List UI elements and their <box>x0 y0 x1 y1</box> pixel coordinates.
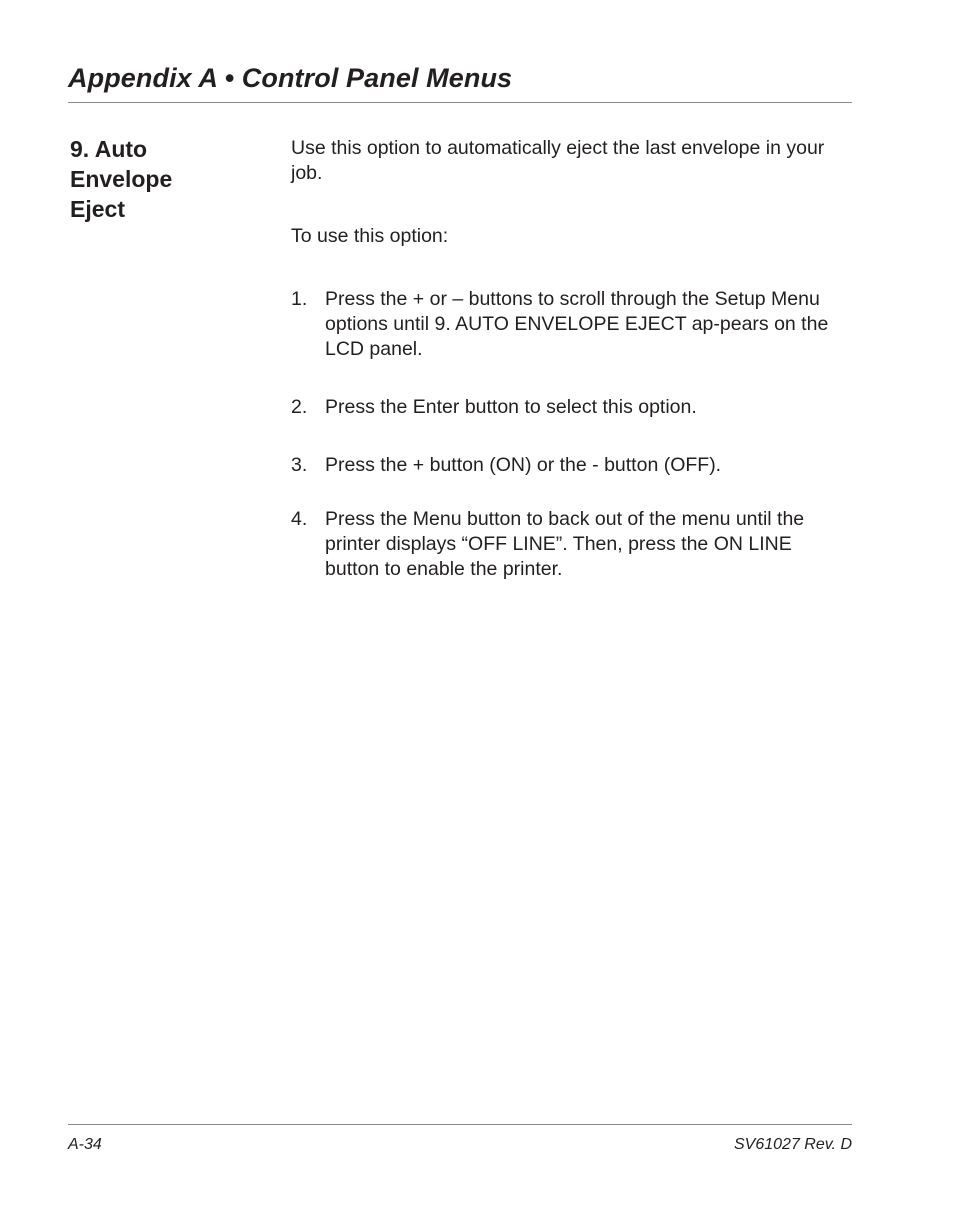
step-number: 2. <box>291 396 308 418</box>
document-id: SV61027 Rev. D <box>734 1136 852 1153</box>
step-number: 3. <box>291 454 308 476</box>
step-text: Press the + button (ON) or the - button (OFF). <box>325 454 722 476</box>
section-title-line: 9. Auto <box>70 136 148 162</box>
section-title-line: Eject <box>70 196 125 222</box>
section-title <box>70 134 270 224</box>
page-number: A-34 <box>68 1136 102 1153</box>
list-item <box>291 507 851 582</box>
steps-list <box>291 287 851 582</box>
section-title-line: Envelope <box>70 166 173 192</box>
page-header <box>68 58 852 98</box>
header-divider <box>68 102 852 103</box>
page-title: Appendix A • Control Panel Menus <box>68 63 513 93</box>
lead-paragraph: To use this option: <box>291 225 449 247</box>
step-number: 4. <box>291 508 308 530</box>
footer-divider <box>68 1124 852 1125</box>
step-number: 1. <box>291 288 308 310</box>
list-item <box>291 395 851 420</box>
intro-paragraph: Use this option to automatically eject the last envelope in your job. <box>291 137 825 184</box>
list-item <box>291 287 851 362</box>
list-item <box>291 453 851 478</box>
step-text: Press the Menu button to back out of the menu until the printer displays “OFF LINE”. Then, press the ON LINE button to enable the printer. <box>325 508 805 580</box>
step-text: Press the + or – buttons to scroll through the Setup Menu options until 9. AUTO ENVELOPE EJECT ap-pears on the LCD panel. <box>325 288 829 360</box>
section-body <box>291 136 851 582</box>
step-text: Press the Enter button to select this option. <box>325 396 697 418</box>
